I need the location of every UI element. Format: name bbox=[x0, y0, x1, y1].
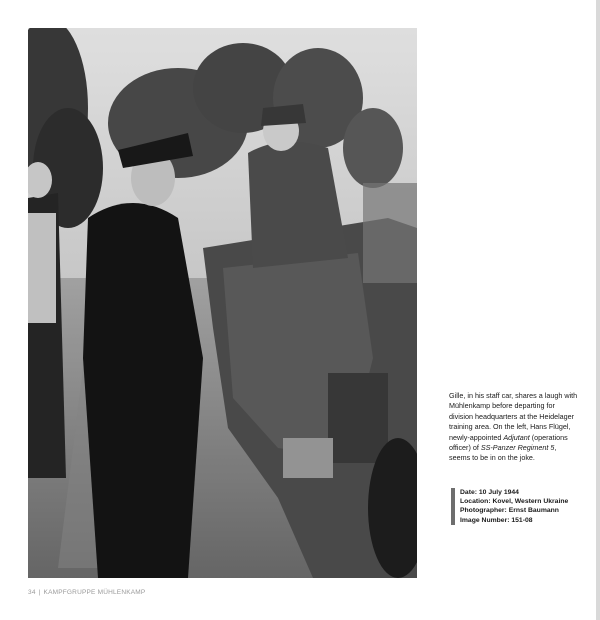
caption-italic-adjutant: Adjutant bbox=[503, 432, 530, 442]
caption-part-2: (operations officer) of bbox=[449, 432, 568, 453]
detail-location: Location: Kovel, Western Ukraine bbox=[460, 498, 569, 506]
page-gutter-edge bbox=[596, 0, 600, 620]
caption-italic-regiment: SS-Panzer Regiment 5 bbox=[480, 443, 555, 453]
footer-separator: | bbox=[38, 589, 41, 596]
page-footer bbox=[28, 589, 145, 596]
caption-part-3: , seems to be in on the joke. bbox=[449, 443, 557, 463]
caption-part-1: Gille, in his staff car, shares a laugh with Mühlenkamp before departing for division headquarters at the Heidelager training area. On the left, Hans Flügel, newly-appointed bbox=[449, 391, 578, 442]
photograph-illustration bbox=[28, 28, 417, 578]
detail-photographer: Photographer: Ernst Baumann bbox=[460, 507, 559, 515]
photo-caption bbox=[449, 391, 579, 464]
caption-text bbox=[449, 391, 579, 464]
page-number: 34 bbox=[28, 589, 36, 596]
detail-date: Date: 10 July 1944 bbox=[460, 489, 519, 496]
photo-details-block bbox=[451, 488, 600, 525]
running-title: KAMPFGRUPPE MÜHLENKAMP bbox=[43, 589, 146, 596]
historical-photograph bbox=[28, 28, 417, 578]
detail-image-number: Image Number: 151-08 bbox=[460, 516, 533, 524]
